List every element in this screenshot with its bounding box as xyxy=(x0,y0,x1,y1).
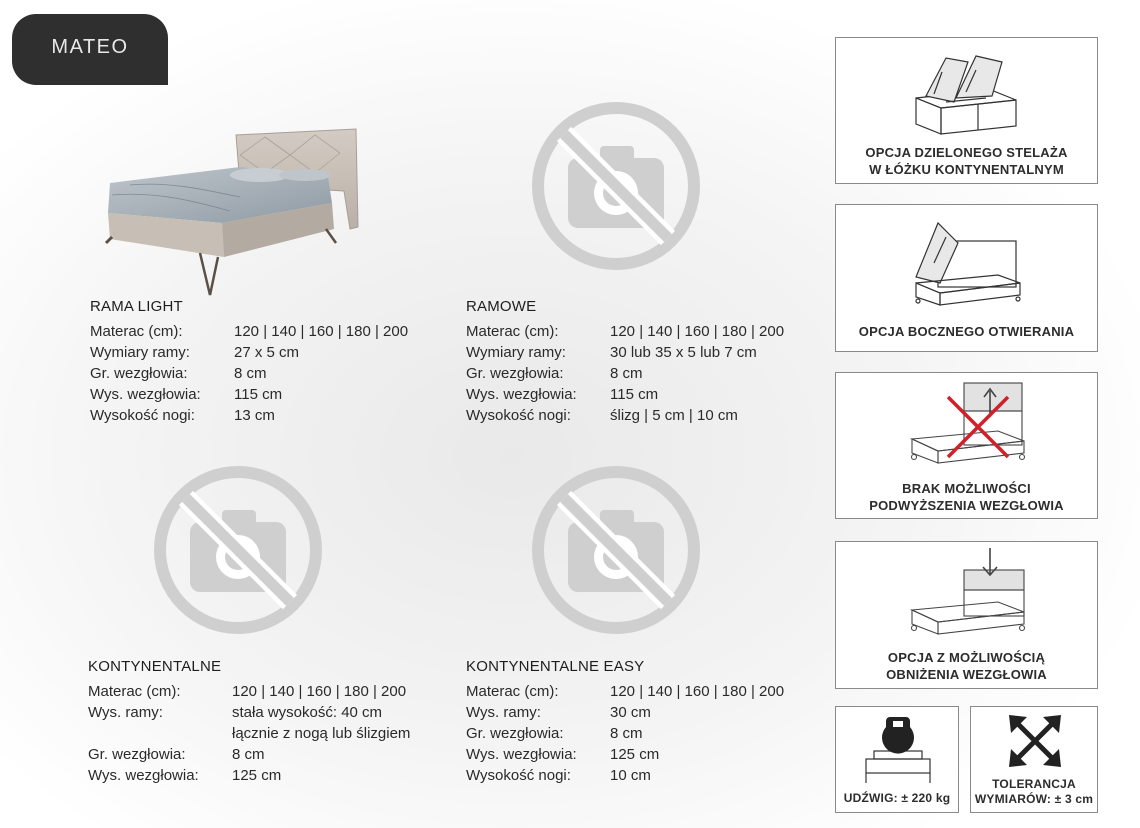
spec-value: 125 cm xyxy=(232,767,282,784)
spec-label: Wysokość nogi: xyxy=(466,767,571,784)
tolerance-box xyxy=(970,706,1098,813)
load-capacity-box xyxy=(835,706,959,813)
spec-row xyxy=(466,765,784,786)
model-name: MATEO xyxy=(51,36,129,58)
spec-row xyxy=(466,405,784,426)
feature-headboard-lowering xyxy=(835,541,1098,689)
side-opening-bed-icon xyxy=(908,213,1028,313)
spec-value: stała wysokość: 40 cm łącznie z nogą lub ślizgiem xyxy=(232,704,411,742)
spec-label: Wysokość nogi: xyxy=(466,407,571,424)
model-name-tab xyxy=(12,14,168,85)
spec-value: 13 cm xyxy=(234,407,275,424)
spec-row xyxy=(88,744,410,765)
spec-value: 8 cm xyxy=(234,365,267,382)
spec-label: Materac (cm): xyxy=(88,683,181,700)
no-photo-icon xyxy=(530,464,702,636)
spec-row xyxy=(466,723,784,744)
spec-label: Materac (cm): xyxy=(466,683,559,700)
spec-row xyxy=(88,702,410,744)
load-caption: UDŹWIG: ± 220 kg xyxy=(843,791,951,805)
feature-caption: PODWYŻSZENIA WEZGŁOWIA xyxy=(869,498,1064,513)
spec-row xyxy=(90,342,408,363)
spec-value: 115 cm xyxy=(234,386,283,403)
spec-value: 8 cm xyxy=(610,365,643,382)
spec-value: 125 cm xyxy=(610,746,660,763)
spec-label: Materac (cm): xyxy=(90,323,183,340)
feature-caption: OBNIŻENIA WEZGŁOWIA xyxy=(886,667,1047,682)
spec-row xyxy=(466,744,784,765)
spec-label: Wymiary ramy: xyxy=(466,344,566,361)
spec-value: 115 cm xyxy=(610,386,659,403)
spec-title: RAMOWE xyxy=(466,298,537,315)
spec-kontynentalne-easy xyxy=(466,656,784,786)
dimension-arrows-icon xyxy=(1007,713,1063,769)
bed-photo xyxy=(100,125,370,300)
weight-load-icon xyxy=(860,711,936,787)
spec-kontynentalne xyxy=(88,656,410,786)
feature-caption: OPCJA DZIELONEGO STELAŻA xyxy=(865,145,1068,160)
tolerance-caption: WYMIARÓW: ± 3 cm xyxy=(974,792,1094,806)
spec-label: Wysokość nogi: xyxy=(90,407,195,424)
no-photo-icon xyxy=(152,464,324,636)
spec-ramowe xyxy=(466,296,784,426)
spec-value: 120 | 140 | 160 | 180 | 200 xyxy=(234,323,409,340)
spec-label: Wys. ramy: xyxy=(466,704,541,721)
spec-label: Wys. wezgłowia: xyxy=(466,746,577,763)
feature-no-headboard-raise xyxy=(835,372,1098,519)
headboard-lowering-icon xyxy=(908,546,1028,648)
split-storage-bed-icon xyxy=(906,46,1031,141)
spec-label: Gr. wezgłowia: xyxy=(88,746,186,763)
spec-label: Gr. wezgłowia: xyxy=(466,725,564,742)
spec-label: Materac (cm): xyxy=(466,323,559,340)
feature-split-storage xyxy=(835,37,1098,184)
spec-value: 8 cm xyxy=(232,746,265,763)
feature-caption: OPCJA Z MOŻLIWOŚCIĄ xyxy=(887,650,1046,665)
spec-row xyxy=(466,681,784,702)
spec-title: KONTYNENTALNE xyxy=(88,658,222,675)
spec-row xyxy=(466,384,784,405)
spec-row xyxy=(466,702,784,723)
spec-value: 120 | 140 | 160 | 180 | 200 xyxy=(610,683,785,700)
spec-row xyxy=(88,765,410,786)
spec-value: 27 x 5 cm xyxy=(234,344,300,361)
spec-row xyxy=(88,681,410,702)
spec-value: 8 cm xyxy=(610,725,643,742)
spec-title: KONTYNENTALNE EASY xyxy=(466,658,645,675)
feature-caption: BRAK MOŻLIWOŚCI xyxy=(902,481,1031,496)
spec-value: ślizg | 5 cm | 10 cm xyxy=(610,407,738,424)
feature-caption: W ŁÓŻKU KONTYNENTALNYM xyxy=(869,162,1064,177)
spec-row xyxy=(90,321,408,342)
spec-value: 30 cm xyxy=(610,704,651,721)
feature-side-opening xyxy=(835,204,1098,352)
spec-row xyxy=(90,384,408,405)
spec-row xyxy=(90,405,408,426)
spec-value: 120 | 140 | 160 | 180 | 200 xyxy=(610,323,785,340)
no-headboard-raise-icon xyxy=(908,379,1028,477)
spec-row xyxy=(466,363,784,384)
spec-label: Wys. wezgłowia: xyxy=(90,386,201,403)
spec-label: Gr. wezgłowia: xyxy=(466,365,564,382)
spec-rama-light xyxy=(90,296,408,426)
tolerance-caption: TOLERANCJA xyxy=(992,777,1076,791)
feature-caption: OPCJA BOCZNEGO OTWIERANIA xyxy=(858,324,1075,339)
spec-row xyxy=(466,342,784,363)
spec-label: Wys. ramy: xyxy=(88,704,163,721)
spec-value: 10 cm xyxy=(610,767,651,784)
spec-row xyxy=(90,363,408,384)
spec-title: RAMA LIGHT xyxy=(90,298,183,315)
spec-label: Wys. wezgłowia: xyxy=(466,386,577,403)
spec-value: 30 lub 35 x 5 lub 7 cm xyxy=(610,344,757,361)
spec-label: Wymiary ramy: xyxy=(90,344,190,361)
spec-label: Gr. wezgłowia: xyxy=(90,365,188,382)
spec-row xyxy=(466,321,784,342)
no-photo-icon xyxy=(530,100,702,272)
spec-label: Wys. wezgłowia: xyxy=(88,767,199,784)
spec-value: 120 | 140 | 160 | 180 | 200 xyxy=(232,683,407,700)
